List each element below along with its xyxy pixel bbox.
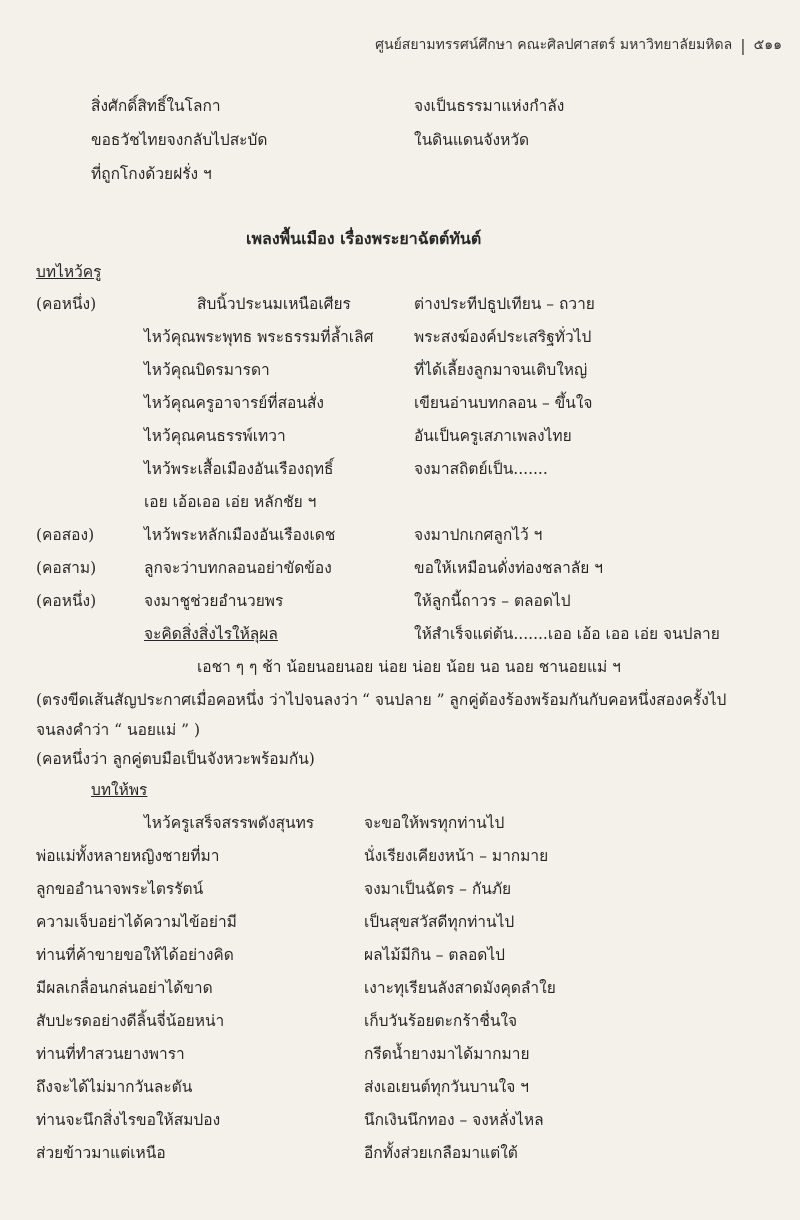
verse-left: ถึงจะได้ไม่มากวันละตัน: [36, 1078, 193, 1096]
verse-left: ความเจ็บอย่าได้ความไข้อย่ามี: [36, 913, 237, 931]
intro-left-0: สิ่งศักดิ์สิทธิ์ในโลกา: [91, 97, 221, 115]
voice-tag: (คอหนึ่ง): [36, 592, 97, 610]
verse-left: สิบนิ้วประนมเหนือเศียร: [197, 295, 351, 313]
verse-right: ผลไม้มีกิน – ตลอดไป: [364, 946, 505, 964]
running-title: ศูนย์สยามทรรศน์ศึกษา คณะศิลปศาสตร์ มหาวิทยาลัยมหิดล: [375, 37, 733, 53]
verse-right: เงาะทุเรียนลังสาดมังคุดลำใย: [364, 979, 556, 997]
verse-left: ไหว้คุณครูอาจารย์ที่สอนสั่ง: [144, 394, 324, 412]
verse-right: จงมาปกเกศลูกไว้ ฯ: [414, 526, 543, 544]
underlined-verse-left: จะคิดสิ่งสิ่งไรให้ลุผล: [144, 625, 278, 643]
verse-left: ท่านที่ค้าขายขอให้ได้อย่างคิด: [36, 946, 234, 964]
verse-left: ไหว้คุณบิดรมารดา: [144, 361, 270, 379]
verse-left: จงมาชูช่วยอำนวยพร: [144, 592, 284, 610]
refrain-line: เอชา ๆ ๆ ช้า น้อยนอยนอย น่อย น่อย น้อย นอ นอย ชานอยแม่ ฯ: [197, 658, 621, 676]
verse-right: ส่งเอเยนต์ทุกวันบานใจ ฯ: [364, 1078, 529, 1096]
section-heading-hai-phon: บทให้พร: [91, 781, 148, 799]
performance-note-part-b: “ จนปลาย ” ลูกคู่ต้องร้องพร้อมกันกับคอหนึ่งสองครั้งไป: [362, 691, 727, 709]
verse-left: พ่อแม่ทั้งหลายหญิงชายที่มา: [36, 847, 220, 865]
page-header: [375, 34, 782, 56]
performance-note-clap: (คอหนึ่งว่า ลูกคู่ตบมือเป็นจังหวะพร้อมกัน): [36, 750, 315, 768]
verse-right: ต่างประทีปธูปเทียน – ถวาย: [414, 295, 595, 313]
underlined-verse-right: ให้สำเร็จแต่ต้น.......เออ เอ้อ เออ เอ่ย จนปลาย: [414, 625, 720, 643]
verse-right: เป็นสุขสวัสดีทุกท่านไป: [364, 913, 515, 931]
verse-left: สับปะรดอย่างดีลิ้นจี่น้อยหน่า: [36, 1012, 225, 1030]
verse-left: ส่วยข้าวมาแต่เหนือ: [36, 1144, 166, 1162]
intro-right-0: จงเป็นธรรมาแห่งกำลัง: [414, 97, 565, 115]
verse-right: จะขอให้พรทุกท่านไป: [364, 814, 505, 832]
voice-tag: (คอสาม): [36, 559, 97, 577]
verse-right: อีกทั้งส่วยเกลือมาแต่ใต้: [364, 1144, 518, 1162]
intro-left-2: ที่ถูกโกงด้วยฝรั่ง ฯ: [91, 165, 212, 183]
verse-right: นั่งเรียงเคียงหน้า – มากมาย: [364, 847, 549, 865]
performance-note-continued: จนลงคำว่า “ นอยแม่ ” ): [36, 721, 201, 739]
verse-left: ไหว้พระหลักเมืองอันเรืองเดช: [144, 526, 336, 544]
verse-right: กรีดน้ำยางมาได้มากมาย: [364, 1045, 530, 1063]
voice-tag: (คอหนึ่ง): [36, 295, 97, 313]
verse-right: เขียนอ่านบทกลอน – ขึ้นใจ: [414, 394, 593, 412]
section-heading-wai-khru: บทไหว้ครู: [36, 263, 102, 281]
verse-left: ท่านจะนึกสิ่งไรขอให้สมปอง: [36, 1111, 221, 1129]
verse-left: ท่านที่ทำสวนยางพารา: [36, 1045, 185, 1063]
verse-left: ไหว้คุณพระพุทธ พระธรรมที่ล้ำเลิศ: [144, 328, 374, 346]
verse-right: อันเป็นครูเสภาเพลงไทย: [414, 427, 572, 445]
verse-left: ไหว้คุณคนธรรพ์เทวา: [144, 427, 286, 445]
verse-left: มีผลเกลื่อนกล่นอย่าได้ขาด: [36, 979, 213, 997]
verse-right: เก็บวันร้อยตะกร้าชื่นใจ: [364, 1012, 518, 1030]
verse-left: ไหว้ครูเสร็จสรรพดังสุนทร: [144, 814, 315, 832]
verse-left: ลูกขออำนาจพระไตรรัตน์: [36, 880, 204, 898]
verse-right: ขอให้เหมือนดั่งท่องชลาลัย ฯ: [414, 559, 603, 577]
verse-right: ให้ลูกนี้ถาวร – ตลอดไป: [414, 592, 571, 610]
verse-left: เอย เอ้อเออ เอ่ย หลักชัย ฯ: [144, 493, 317, 511]
page-number: ๕๑๑: [753, 37, 782, 53]
intro-left-1: ขอธวัชไทยจงกลับไปสะบัด: [91, 131, 268, 149]
verse-right: ที่ได้เลี้ยงลูกมาจนเติบใหญ่: [414, 361, 588, 379]
header-separator: |: [740, 35, 746, 55]
voice-tag: (คอสอง): [36, 526, 95, 544]
intro-right-1: ในดินแดนจังหวัด: [414, 131, 530, 149]
verse-right: จงมาเป็นฉัตร – กันภัย: [364, 880, 512, 898]
performance-note-part-a: (ตรงขีดเส้นสัญประกาศเมื่อคอหนึ่ง ว่าไปจนลงว่า: [36, 691, 359, 709]
song-title: เพลงพื้นเมือง เรื่องพระยาฉัตต์ทันต์: [246, 229, 482, 248]
verse-right: นึกเงินนึกทอง – จงหลั่งไหล: [364, 1111, 544, 1129]
verse-left: ไหว้พระเสื้อเมืองอันเรืองฤทธิ์: [144, 460, 334, 478]
verse-left: ลูกจะว่าบทกลอนอย่าขัดข้อง: [144, 559, 332, 577]
verse-right: จงมาสถิตย์เป็น.......: [414, 460, 548, 478]
verse-right: พระสงฆ์องค์ประเสริฐทั่วไป: [414, 328, 592, 346]
